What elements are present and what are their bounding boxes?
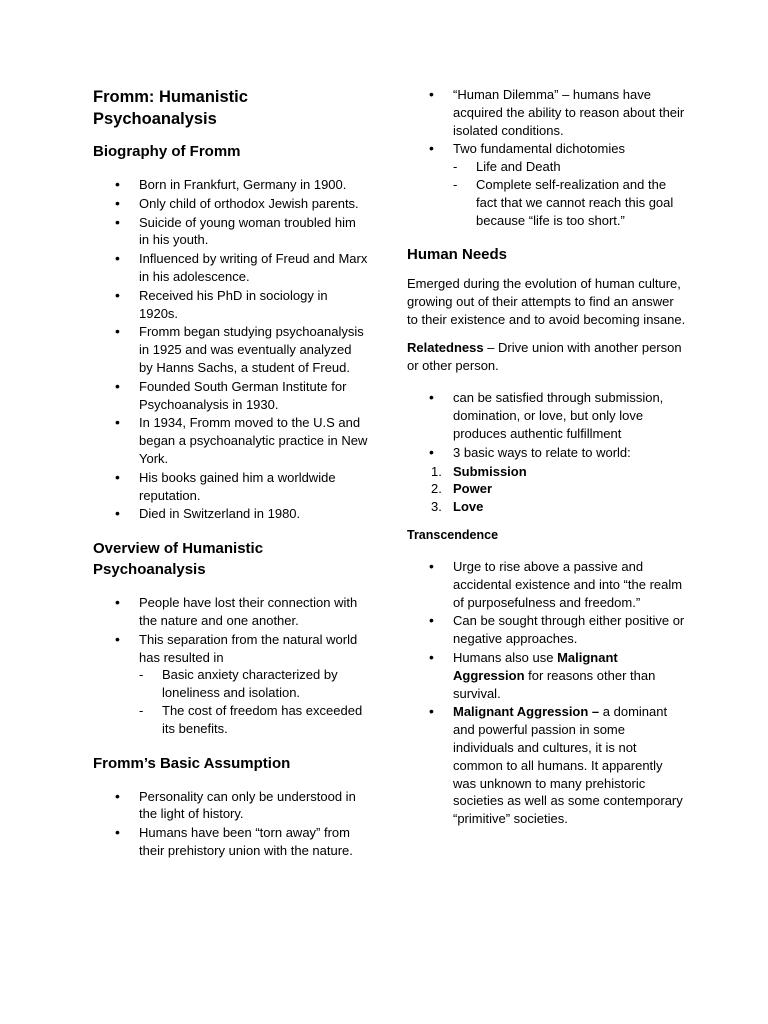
human-needs-heading: Human Needs bbox=[407, 246, 508, 264]
list-item: • Born in Frankfurt, Germany in 1900. bbox=[93, 176, 368, 194]
list-item: • People have lost their connection with the nature and one another. bbox=[93, 594, 368, 630]
left-column bbox=[93, 86, 368, 861]
malignant-aggression-term: Malignant Aggression bbox=[453, 649, 618, 683]
list-item: • Founded South German Institute for Psychoanalysis in 1930. bbox=[93, 378, 368, 414]
list-item: • 3 basic ways to relate to world: bbox=[407, 444, 687, 462]
list-item bbox=[407, 703, 687, 828]
transcendence-list bbox=[407, 558, 687, 828]
relatedness-definition bbox=[407, 339, 687, 375]
list-item bbox=[407, 649, 687, 702]
list-item: • Only child of orthodox Jewish parents. bbox=[93, 195, 368, 213]
way-number: 1. bbox=[431, 463, 442, 479]
list-item bbox=[93, 631, 368, 738]
relatedness-term: Relatedness bbox=[407, 340, 484, 356]
list-item: • Influenced by writing of Freud and Marx in his adolescence. bbox=[93, 250, 368, 286]
list-item: • Fromm began studying psychoanalysis in 1925 and was eventually analyzed by Hanns Sachs, a student of Freud. bbox=[93, 323, 368, 376]
human-needs-intro: Emerged during the evolution of human culture, growing out of their attempts to find an answer to their existence and to avoid becoming insane. bbox=[407, 276, 686, 328]
list-item: • can be satisfied through submission, domination, or love, but only love produces authentic fulfillment bbox=[407, 389, 687, 442]
transcendence-heading: Transcendence bbox=[407, 527, 499, 542]
way-item bbox=[407, 463, 687, 481]
dilemma-list bbox=[407, 86, 687, 229]
way-number: 2. bbox=[431, 481, 442, 497]
assumption-list bbox=[93, 788, 368, 860]
overview-sublist bbox=[139, 666, 368, 737]
list-item-text: This separation from the natural world has resulted in bbox=[139, 631, 358, 665]
list-item: • Humans have been “torn away” from their prehistory union with the nature. bbox=[93, 824, 368, 860]
list-item: • “Human Dilemma” – humans have acquired the ability to reason about their isolated conditions. bbox=[407, 86, 687, 139]
list-item: • His books gained him a worldwide reputation. bbox=[93, 469, 368, 505]
way-number: 3. bbox=[431, 499, 442, 515]
relatedness-list bbox=[407, 389, 687, 461]
way-label: Submission bbox=[453, 463, 527, 479]
list-item-text: Humans also use bbox=[453, 649, 558, 665]
overview-list bbox=[93, 594, 368, 737]
sub-item: - Basic anxiety characterized by loneliness and isolation. bbox=[139, 666, 368, 702]
sub-item: - Life and Death bbox=[453, 158, 687, 176]
assumption-heading: Fromm’s Basic Assumption bbox=[93, 754, 291, 772]
way-item bbox=[407, 498, 687, 516]
list-item-text: a dominant and powerful passion in some individuals and cultures, it is not common to all humans. It apparently was unknown to many prehistoric societies as well as some contemporary “primitive” societies. bbox=[453, 704, 683, 827]
overview-heading: Overview of Humanistic Psychoanalysis bbox=[93, 540, 264, 579]
list-item: • Died in Switzerland in 1980. bbox=[93, 505, 368, 523]
biography-heading: Biography of Fromm bbox=[93, 143, 241, 160]
relatedness-text: – Drive union with another person or other person. bbox=[407, 340, 682, 374]
list-item: • Suicide of young woman troubled him in his youth. bbox=[93, 214, 368, 250]
document-title: Fromm: Humanistic Psychoanalysis bbox=[93, 88, 248, 128]
way-label: Power bbox=[453, 481, 493, 497]
list-item-text: Two fundamental dichotomies bbox=[453, 141, 625, 157]
sub-item: - Complete self-realization and the fact that we cannot reach this goal because “life is too short.” bbox=[453, 176, 687, 229]
list-item bbox=[407, 140, 687, 229]
list-item: • In 1934, Fromm moved to the U.S and began a psychoanalytic practice in New York. bbox=[93, 414, 368, 467]
way-item bbox=[407, 480, 687, 498]
list-item: • Urge to rise above a passive and accidental existence and into “the realm of purposefulness and freedom.” bbox=[407, 558, 687, 611]
sub-item: - The cost of freedom has exceeded its benefits. bbox=[139, 702, 368, 738]
list-item: • Can be sought through either positive or negative approaches. bbox=[407, 612, 687, 648]
dichotomies-sublist bbox=[453, 158, 687, 229]
list-item: • Personality can only be understood in the light of history. bbox=[93, 788, 368, 824]
biography-list bbox=[93, 176, 368, 523]
way-label: Love bbox=[453, 499, 484, 515]
list-item-text: for reasons other than survival. bbox=[453, 667, 656, 701]
ways-list bbox=[407, 463, 687, 516]
right-column bbox=[407, 86, 687, 829]
list-item: • Received his PhD in sociology in 1920s. bbox=[93, 287, 368, 323]
malignant-aggression-term: Malignant Aggression – bbox=[453, 704, 600, 720]
